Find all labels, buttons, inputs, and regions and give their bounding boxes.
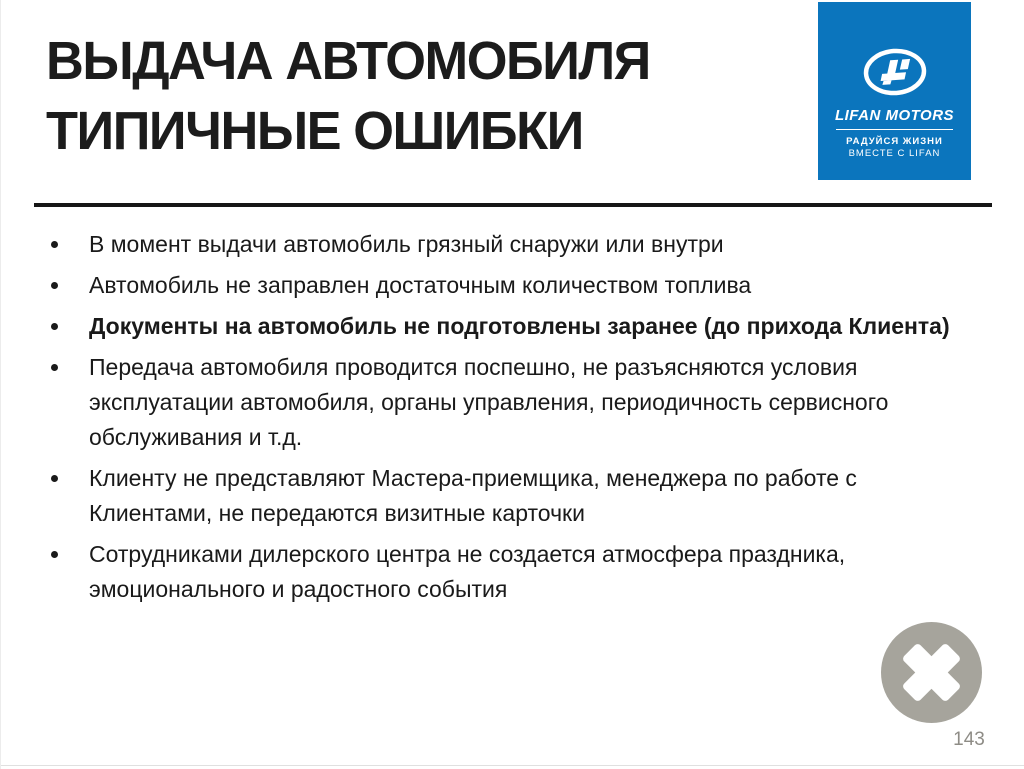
list-item — [49, 309, 963, 344]
list-item-text: Передача автомобиля проводится поспешно, не разъясняются условия эксплуатации автомобиля, органы управления, периодичность сервисного обслуживания и т.д. — [89, 354, 889, 450]
page-title-line1: ВЫДАЧА АВТОМОБИЛЯ — [46, 31, 650, 91]
list-item-text: Документы на автомобиль не подготовлены заранее (до прихода Клиента) — [89, 313, 950, 339]
list-item — [49, 537, 963, 607]
page-number: 143 — [953, 729, 985, 750]
list-item-text: В момент выдачи автомобиль грязный снаружи или внутри — [89, 231, 724, 257]
logo-tagline-1: РАДУЙСЯ ЖИЗНИ — [846, 136, 943, 147]
bullet-list — [49, 227, 963, 613]
list-item — [49, 350, 963, 455]
page-title — [46, 26, 650, 166]
logo-divider — [836, 129, 953, 130]
list-item — [49, 461, 963, 531]
page-title-line2: ТИПИЧНЫЕ ОШИБКИ — [46, 101, 583, 161]
logo-tagline-2: ВМЕСТЕ С LIFAN — [848, 148, 941, 159]
list-item-text: Клиенту не представляют Мастера-приемщика, менеджера по работе с Клиентами, не передаются визитные карточки — [89, 465, 857, 526]
slide-bottom-edge — [1, 765, 1024, 766]
title-underline — [34, 203, 992, 207]
lifan-logo-block — [818, 2, 971, 180]
lifan-brand-text: LIFAN MOTORS — [834, 107, 955, 124]
lifan-emblem-icon — [862, 46, 928, 103]
list-item-text: Автомобиль не заправлен достаточным количеством топлива — [89, 272, 752, 298]
list-item — [49, 268, 963, 303]
cross-circle-icon — [881, 622, 982, 723]
list-item — [49, 227, 963, 262]
list-item-text: Сотрудниками дилерского центра не создается атмосфера праздника, эмоционального и радостного события — [89, 541, 846, 602]
